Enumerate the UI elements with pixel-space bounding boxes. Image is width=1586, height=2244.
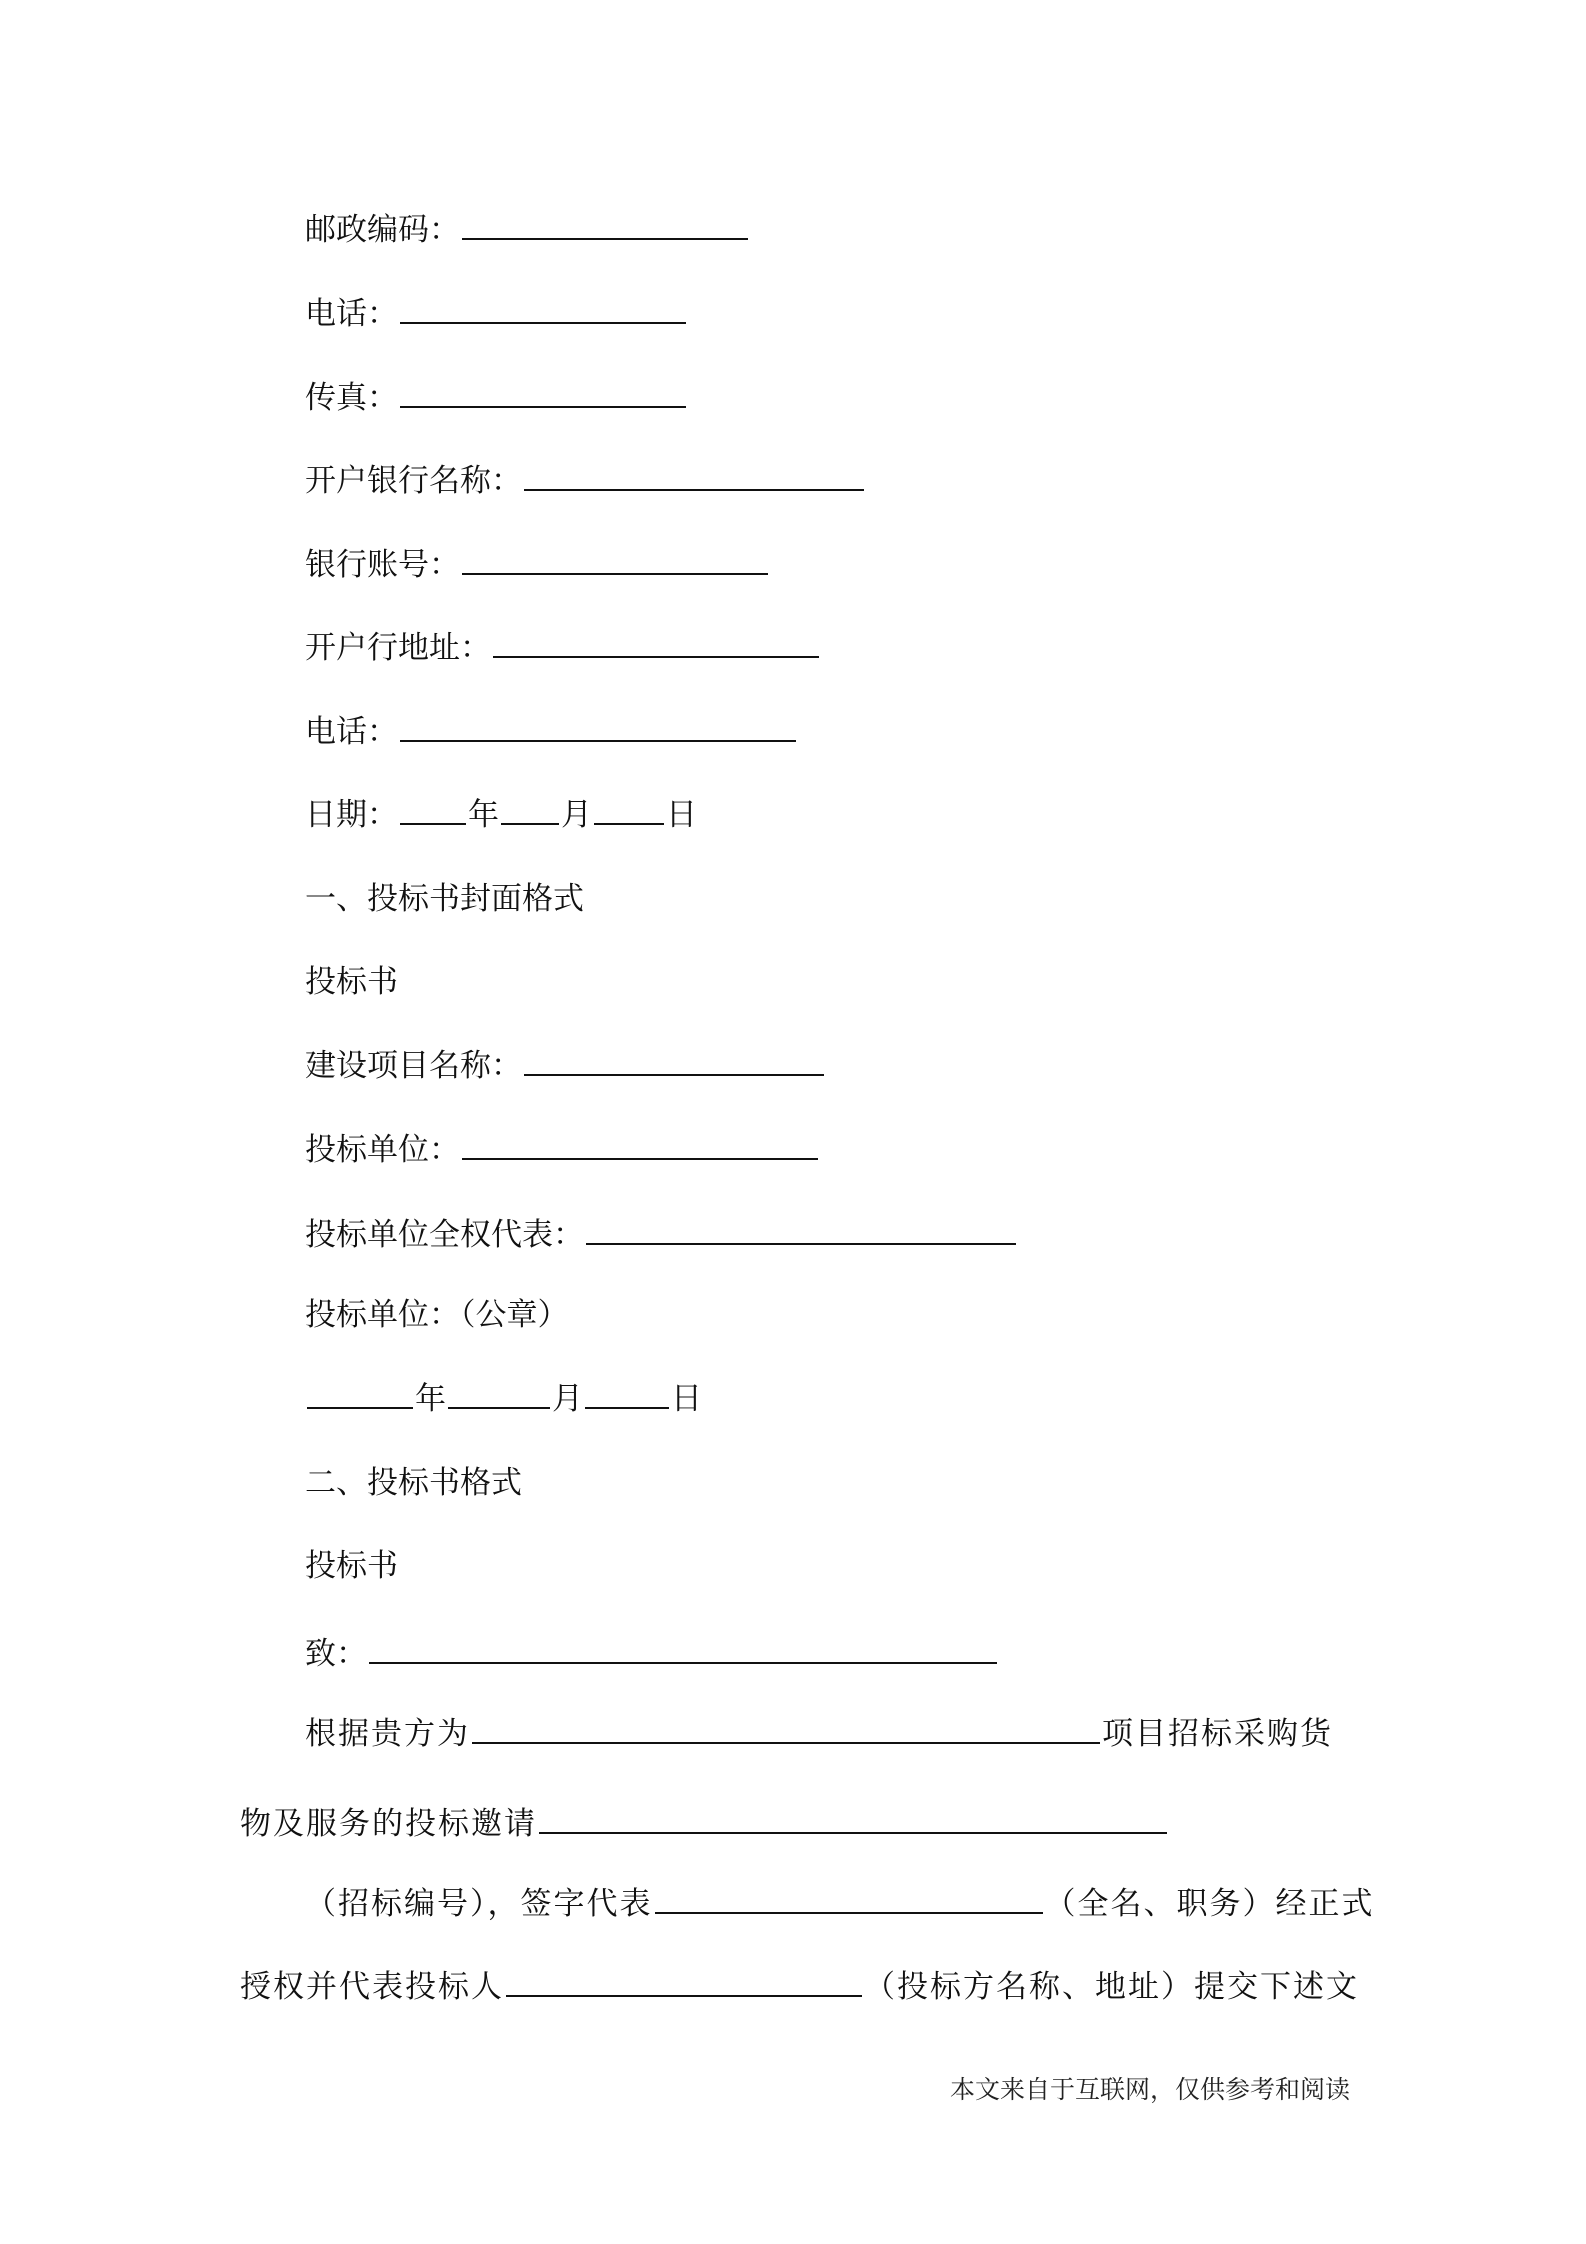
bidder-blank xyxy=(462,1136,818,1160)
fax-line xyxy=(305,378,688,418)
section-1-date-line xyxy=(305,1379,702,1419)
phone-label-1: 电话： xyxy=(305,296,398,332)
date-label: 日期： xyxy=(305,797,398,833)
section-1-month-blank xyxy=(448,1385,550,1409)
paragraph-line-4-end: （投标方名称、地址）提交下述文 xyxy=(864,1969,1359,2005)
bidder-rep-blank xyxy=(586,1221,1016,1245)
section-1-title: 投标书 xyxy=(305,964,398,1000)
date-month-blank xyxy=(501,801,559,825)
paragraph-line-4-start: 授权并代表投标人 xyxy=(240,1969,504,2005)
project-name-line xyxy=(305,1046,826,1086)
postal-code-blank xyxy=(462,216,748,240)
invitation-blank xyxy=(539,1810,1167,1834)
section-2-heading: 二、投标书格式 xyxy=(305,1465,522,1501)
date-day-label: 日 xyxy=(666,797,697,833)
bank-address-line xyxy=(305,628,821,668)
project-name-label: 建设项目名称： xyxy=(305,1048,522,1084)
paragraph-line-3-start: （招标编号），签字代表 xyxy=(305,1886,653,1922)
footer-note: 本文来自于互联网，仅供参考和阅读 xyxy=(950,2075,1351,2104)
phone-line-2 xyxy=(305,712,798,752)
paragraph-line-1-end: 项目招标采购货 xyxy=(1102,1716,1333,1752)
date-year-label: 年 xyxy=(468,797,499,833)
project-name-blank xyxy=(524,1052,824,1076)
bank-account-line xyxy=(305,545,770,585)
section-1-day-label: 日 xyxy=(671,1381,702,1417)
date-month-label: 月 xyxy=(561,797,592,833)
date-line xyxy=(305,795,697,835)
paragraph-line-4 xyxy=(240,1967,1359,2007)
paragraph-line-3 xyxy=(305,1884,1375,1924)
bank-name-label: 开户银行名称： xyxy=(305,463,522,499)
section-1-year-blank xyxy=(307,1385,413,1409)
phone-blank-1 xyxy=(400,300,686,324)
bidder-name-blank xyxy=(506,1973,862,1997)
to-blank xyxy=(369,1640,997,1664)
project-blank xyxy=(472,1720,1100,1744)
section-2-title: 投标书 xyxy=(305,1548,398,1584)
date-day-blank xyxy=(594,801,664,825)
bank-address-label: 开户行地址： xyxy=(305,630,491,666)
bidder-label: 投标单位： xyxy=(305,1132,460,1168)
section-1-month-label: 月 xyxy=(552,1381,583,1417)
paragraph-line-2 xyxy=(240,1804,1169,1844)
bank-address-blank xyxy=(493,634,819,658)
fax-label: 传真： xyxy=(305,380,398,416)
paragraph-line-1-start: 根据贵方为 xyxy=(305,1716,470,1752)
bidder-rep-line xyxy=(305,1215,1018,1255)
bank-name-blank xyxy=(524,467,864,491)
paragraph-line-3-end: （全名、职务）经正式 xyxy=(1044,1886,1375,1922)
phone-label-2: 电话： xyxy=(305,714,398,750)
to-label: 致： xyxy=(305,1636,367,1672)
date-year-blank xyxy=(400,801,466,825)
postal-code-line xyxy=(305,210,750,250)
paragraph-line-2-start: 物及服务的投标邀请 xyxy=(240,1806,537,1842)
bank-name-line xyxy=(305,461,866,501)
phone-line-1 xyxy=(305,294,688,334)
to-line xyxy=(305,1634,999,1674)
bidder-seal-line: 投标单位：（公章） xyxy=(305,1297,569,1333)
section-1-day-blank xyxy=(585,1385,669,1409)
postal-code-label: 邮政编码： xyxy=(305,212,460,248)
fax-blank xyxy=(400,384,686,408)
bank-account-blank xyxy=(462,551,768,575)
bidder-rep-label: 投标单位全权代表： xyxy=(305,1217,584,1253)
paragraph-line-1 xyxy=(305,1714,1333,1754)
section-1-heading: 一、投标书封面格式 xyxy=(305,881,584,917)
bank-account-label: 银行账号： xyxy=(305,547,460,583)
phone-blank-2 xyxy=(400,718,796,742)
signatory-blank xyxy=(655,1890,1043,1914)
bidder-line xyxy=(305,1130,820,1170)
section-1-year-label: 年 xyxy=(415,1381,446,1417)
